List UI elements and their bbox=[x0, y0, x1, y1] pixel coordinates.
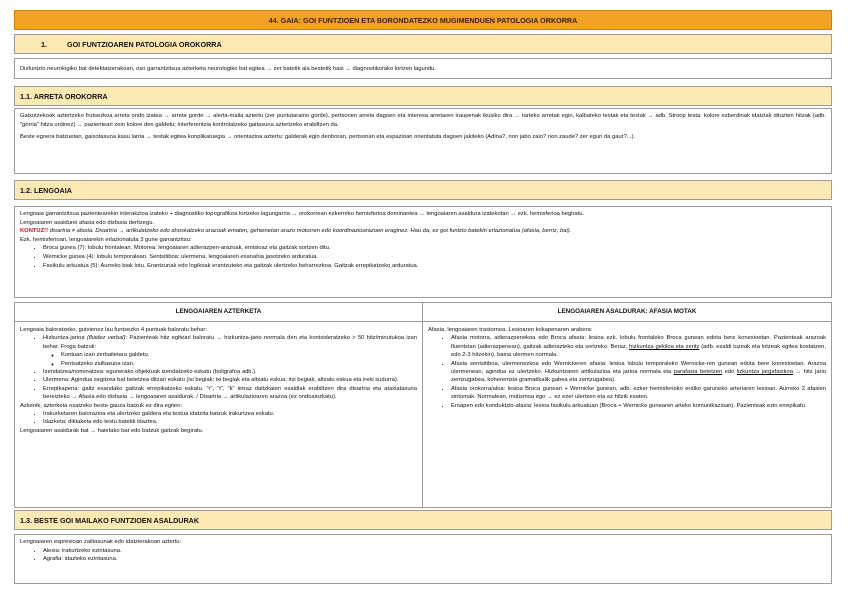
item-text: : egunerako objektuak izendatzeko eskatu (boligrafoa adb.). bbox=[102, 369, 257, 376]
list-item: • Wernicke gunea (4): lobulu temporalean. Sentsitiboa: ulermena, lengoaiaren esanahia jasotzeko arduratua. bbox=[43, 253, 826, 262]
list-item: ◦ Pentsatzeko zailtasuna izan. bbox=[61, 360, 417, 368]
section-1-3-body bbox=[14, 534, 832, 584]
item-underlined: parafasia betetzen bbox=[673, 369, 723, 376]
section-1-intro bbox=[14, 58, 832, 79]
section-1-3-intro: Lengoaiaren espresioan zailtasunak edo idatzierakoan aztertu: bbox=[20, 539, 182, 545]
section-1-2-paragraph-3: Ezk. hemisferioan, lengoaiarekin erlazionatuta 3 gune garrantzitsu: bbox=[20, 236, 192, 243]
list-item: • Alexia: irakurtzeko ezintasuna. bbox=[43, 547, 826, 556]
language-areas-list bbox=[20, 244, 826, 270]
item-lead: Errepikapena bbox=[43, 385, 78, 392]
item-lead: Ulermena bbox=[43, 377, 69, 384]
list-item bbox=[451, 334, 826, 359]
section-1-1-body bbox=[14, 108, 832, 174]
item-underlined: hizkuntza gekiloa eta zeritz bbox=[629, 343, 700, 350]
item-text: → hitz jario zentzugabea, koherentzia gramatikalik gabea eta zentzugabea). bbox=[451, 369, 826, 384]
section-1-1-paragraph-1: Gaixotzekoak aztertzeko frutsezkoa arreta ondo izatea → arreta gorde → alerta-maila aztertu (zer puntutaraino gorde), pertsonen arreta dagoen eta interesa arretaren iraupenak ikusiko dira → tarteko arretak egin, kalbateko testak eta testak → adb. Stroop testa: kolore ezberdinak idatziak dituzten hitzak (adb. "gorria" hitza urdinez) → pazienteari zein kolore den galdetu; interferentzia kontrolatzeko gaitasuna aztertzeko erabiltzen da. bbox=[20, 113, 826, 128]
section-1-title: GOI FUNTZIOAREN PATOLOGIA OROKORRA bbox=[67, 40, 222, 49]
list-item: • Afasia orokorra/aloa: lesioa Broca gunean + Wernicke gunean, adb. ezker hemisferioko erdiko garuneko arteriaren lesioan. Aurreko 2 afasien sintomak. Normalean, mutismoa ego → ez ezer ulertzen eta ez hitzik esaten. bbox=[451, 385, 826, 402]
item-text: edo bbox=[724, 369, 735, 376]
language-exam-body bbox=[15, 322, 422, 439]
fluency-tests-list bbox=[43, 351, 417, 368]
list-item bbox=[43, 385, 417, 402]
aphasia-types-body bbox=[423, 322, 831, 414]
item-text: : Agindua segitzea bat betetzea ditzan eskatu (ixi begiak; ixi begiak eta altxatu eskua; itxi begiak, altxatu eskua eta ireki sudurra). bbox=[68, 377, 399, 384]
language-exam-list bbox=[20, 334, 417, 401]
list-item bbox=[43, 334, 417, 368]
section-1-1-header: 1.1. ARRETA OROKORRA bbox=[14, 86, 832, 106]
language-exam-extra-list bbox=[20, 410, 417, 427]
section-1-2-body bbox=[14, 206, 832, 298]
list-item: • Broca gunea (7): lobulu frontalean. Motorea: lengoaiaren adierazpen-arazoak, emisioaz eta gaitzak sortzen ditu. bbox=[43, 244, 826, 253]
two-column-section bbox=[14, 302, 832, 508]
list-item bbox=[43, 376, 417, 384]
aphasia-types-heading: LENGOAIAREN ASALDURAK: AFASIA MOTAK bbox=[423, 303, 831, 322]
language-exam-closing: Lengoaiaren asaldurak bat → haietako bat edo batzuk gaitzak begiratu. bbox=[20, 427, 204, 434]
item-lead: Hizkuntza-jarioa bbox=[43, 335, 85, 342]
section-1-2-paragraph-2: Lengoaiaren asaldurei afasia edo disfasia deritzegu. bbox=[20, 219, 155, 226]
list-item: • Idazketa: diktaketa edo testu batetik idaztea. bbox=[43, 418, 417, 426]
section-1-header bbox=[14, 34, 832, 54]
document-title: 44. GAIA: GOI FUNTZIOEN ETA BORONDATEZKO MUGIMENDUEN PATOLOGIA ORKORRA bbox=[14, 10, 832, 30]
list-item: • Fasikulu arkuatua (5): Aurreko biak lotu. Erantzunak edo logikoak erantzuteko eta gaitzak ulertzeko beharrezkoa. Gaitzak errepikatzeko arduratua. bbox=[43, 262, 826, 271]
warning-note bbox=[20, 227, 826, 236]
list-item: ◦ Kontuan izan zerbaitetara galdetu. bbox=[61, 351, 417, 359]
aphasia-types-intro: Afasia, lengoaiaren trastornoa. Lesioaren kokapenaren arabera: bbox=[428, 327, 593, 333]
item-lead-italic: (fluidez verbal) bbox=[86, 335, 126, 342]
item-text: : gaitz esandako gaitzak errepikatzeko eskatu. "r", "t", "k" letraz daitzkaten esaldiak erabiltzen dira disartria eta ataxiatasuna bereizteko → Afasia edo disfasia → lengoaiaren asaldurak. / Disartria → artikulazioaren arazoa (ez ondoaiozkatu). bbox=[43, 385, 417, 401]
list-item: • Irakurketaren balorazioa eta ulertzeko galdera eta testua idatzita batzuk irakurtzea eskatu. bbox=[43, 410, 417, 418]
section-1-2-paragraph-1: Lengoaia garrantzitsua pazientearekin interakzioa izateko + diagnostiko topografikoa lortzeko lagungarria → orokorrean ezkerreko hemisferioa dominantea → lengoaiaren asaldura izatekotan → ezk. hemisferioa begiratu. bbox=[20, 211, 585, 217]
item-text: Afasia sentsitiboa, ulermenezkoa edo Wernickeren afasia: lesioa lobulu temporaleko Wernicke-ren gunean edota bere konexioetan. Arazoa ulermenean, agindua ez ulertzeko. Hizkuntzaren artikulazioa eta jarioa normala eta bbox=[451, 360, 826, 376]
item-lead: Izendatzea/nominatzea bbox=[43, 369, 103, 376]
section-1-2-header: 1.2. LENGOAIA bbox=[14, 180, 832, 200]
item-text: : Pazienteak hitz egiteari baloratu → hizkuntza-jario normala den eta kontsideratzeko > 50 hitz/minutukoa izan behar. Froga batzuk: bbox=[43, 335, 417, 350]
item-text: Afasia motorra, adierazpenekoa edo Broca afasia: lesioa ezk. lobulu frontaleko Broca gunean edota bere konexioetan. Pazienteak arazoak fluentzian (adierazpenean), gaitzak adierazteko eta sortzeko. Beraz, bbox=[451, 335, 826, 350]
item-text: (adb. esaldi luzeak eta lotzeak egitea kostatzen, edo 2-3 hitzekin), baina ulermen normala. bbox=[451, 343, 826, 359]
item-underlined: lizkuntza jargafasikoa bbox=[736, 369, 793, 376]
list-item: • Agrafia: idazteko ezintasuna. bbox=[43, 555, 826, 564]
language-exam-column bbox=[14, 302, 423, 508]
section-1-number: 1. bbox=[41, 40, 47, 49]
aphasia-types-list bbox=[428, 334, 826, 410]
language-exam-intro: Lengoaia baloratzeko, gutxienez lau funtsezko 4 puntuak baloratu behar: bbox=[20, 327, 207, 333]
list-item bbox=[43, 368, 417, 376]
section-1-intro-text: Disfuntzio neurologiko bat detektatzerakoan, oso garrantzitsua azterketa neurologiko bat egitea → zer batetik ala bestetik hasi → diagnostikorako lortzen lagundu. bbox=[20, 66, 437, 72]
language-exam-after: Azkenik, azterketa osatzeko beste gauza batzuk ez dira egiten: bbox=[20, 402, 183, 409]
list-item bbox=[451, 360, 826, 385]
section-1-1-paragraph-2: Beste egoera batzuetan, gaixotasuna kasu larria → testak egitea konplikatuegia → orientazioa aztertu: galderak egin denboran, pertsonan eta espazioan orientatuta dagoen jakiteko (Adina?, non jabo zaio? non zaude? zer egun da gaur?...). bbox=[20, 134, 636, 141]
warning-text: disartria ≠ afasia. Disartria → artikulatzeko edo ahoskatzeko arazoak ematen, gehienetan arazo motorren edo koordinazioarazoen eraginez. Hau da, ez goi funtzio batekin erlazionatua (afasia, berriz, bai). bbox=[49, 228, 572, 235]
language-exam-heading: LENGOAIAREN AZTERKETA bbox=[15, 303, 422, 322]
aphasia-types-column bbox=[422, 302, 832, 508]
list-item: • Eroapen edo konduktzio-afasia: lesioa fasikulu arkuatuan (Broca + Wernicke gunearen arteko komunikazioan). Pazienteak ezin errepikatu. bbox=[451, 402, 826, 410]
section-1-3-list bbox=[20, 547, 826, 564]
section-1-3-header: 1.3. BESTE GOI MAILAKO FUNTZIOEN ASALDURAK bbox=[14, 510, 832, 530]
warning-label: KONTUZ!! bbox=[20, 228, 49, 235]
